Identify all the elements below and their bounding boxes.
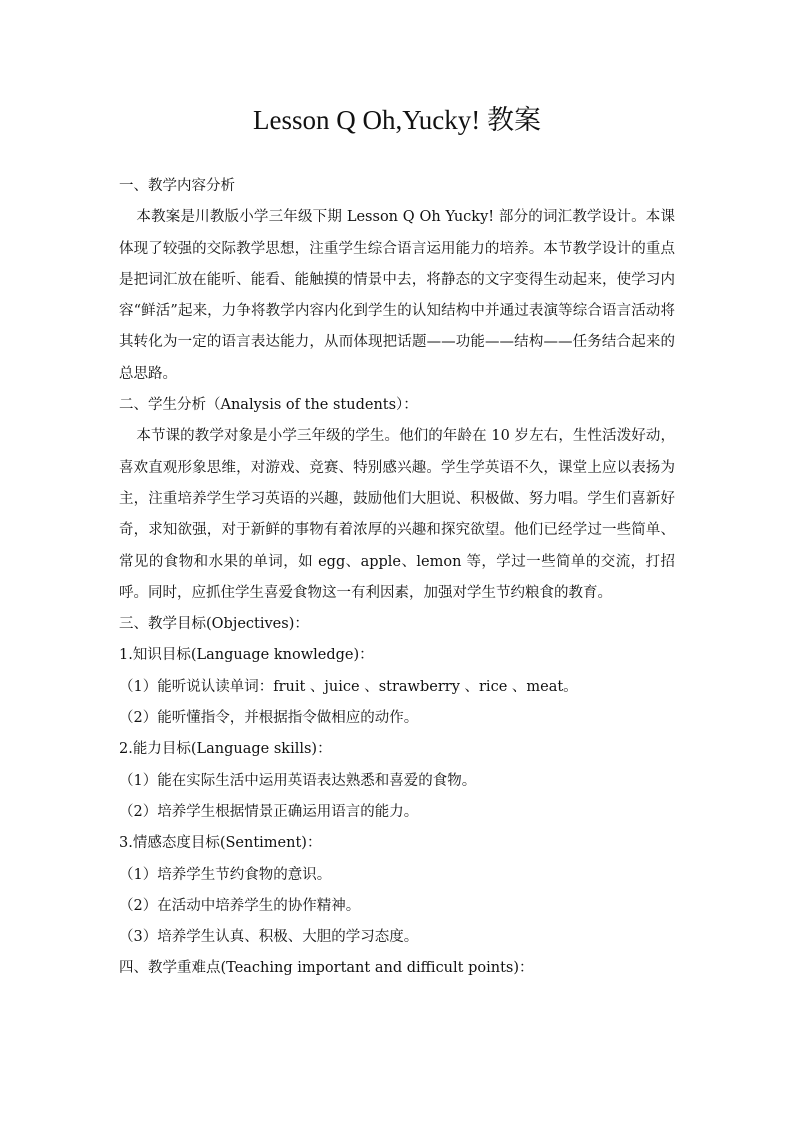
objective-item: （1）培养学生节约食物的意识。 xyxy=(119,866,332,883)
objective-group-sentiment-label: 3.情感态度目标(Sentiment)： xyxy=(119,835,322,852)
objective-item: （1）能在实际生活中运用英语表达熟悉和喜爱的食物。 xyxy=(119,772,477,789)
document-body xyxy=(119,171,675,985)
objective-item: （2）在活动中培养学生的协作精神。 xyxy=(119,897,361,914)
objective-item: （3）培养学生认真、积极、大胆的学习态度。 xyxy=(119,929,419,946)
objective-group-skills-label: 2.能力目标(Language skills)： xyxy=(119,741,332,758)
objective-group-knowledge-label: 1.知识目标(Language knowledge)： xyxy=(119,647,374,664)
section-heading-key-points: 四、教学重难点(Teaching important and difficult points)： xyxy=(119,960,534,977)
student-analysis-paragraph: 本节课的教学对象是小学三年级的学生。他们的年龄在 10 岁左右，生性活泼好动，喜欢直观形象思维，对游戏、竞赛、特别感兴趣。学生学英语不久，课堂上应以表扬为主，注重培养学生学习英语的兴趣，鼓励他们大胆说、积极做、努力唱。学生们喜新好奇，求知欲强，对于新鲜的事物有着浓厚的兴趣和探究欲望。他们已经学过一些简单、常见的食物和水果的单词，如 egg、apple、lemon 等，学过一些简单的交流，打招呼。同时，应抓住学生喜爱食物这一有利因素，加强对学生节约粮食的教育。 xyxy=(119,428,675,601)
objective-item: （2）能听懂指令，并根据指令做相应的动作。 xyxy=(119,710,419,727)
page-title: Lesson Q Oh,Yucky! 教案 xyxy=(253,105,541,135)
section-heading-student-analysis: 二、学生分析（Analysis of the students）： xyxy=(119,397,418,414)
objective-item: （2）培养学生根据情景正确运用语言的能力。 xyxy=(119,803,419,820)
section-heading-content-analysis: 一、教学内容分析 xyxy=(119,178,235,194)
section-heading-objectives: 三、教学目标(Objectives)： xyxy=(119,616,309,633)
objective-item: （1）能听说认读单词：fruit 、juice 、strawberry 、rice 、meat。 xyxy=(119,678,578,695)
content-analysis-paragraph: 本教案是川教版小学三年级下期 Lesson Q Oh Yucky! 部分的词汇教学设计。本课体现了较强的交际教学思想，注重学生综合语言运用能力的培养。本节教学设计的重点是把词汇放在能听、能看、能触摸的情景中去，将静态的文字变得生动起来，使学习内容“鲜活”起来，力争将教学内容内化到学生的认知结构中并通过表演等综合语言活动将其转化为一定的语言表达能力，从而体现把话题——功能——结构——任务结合起来的总思路。 xyxy=(119,209,675,382)
